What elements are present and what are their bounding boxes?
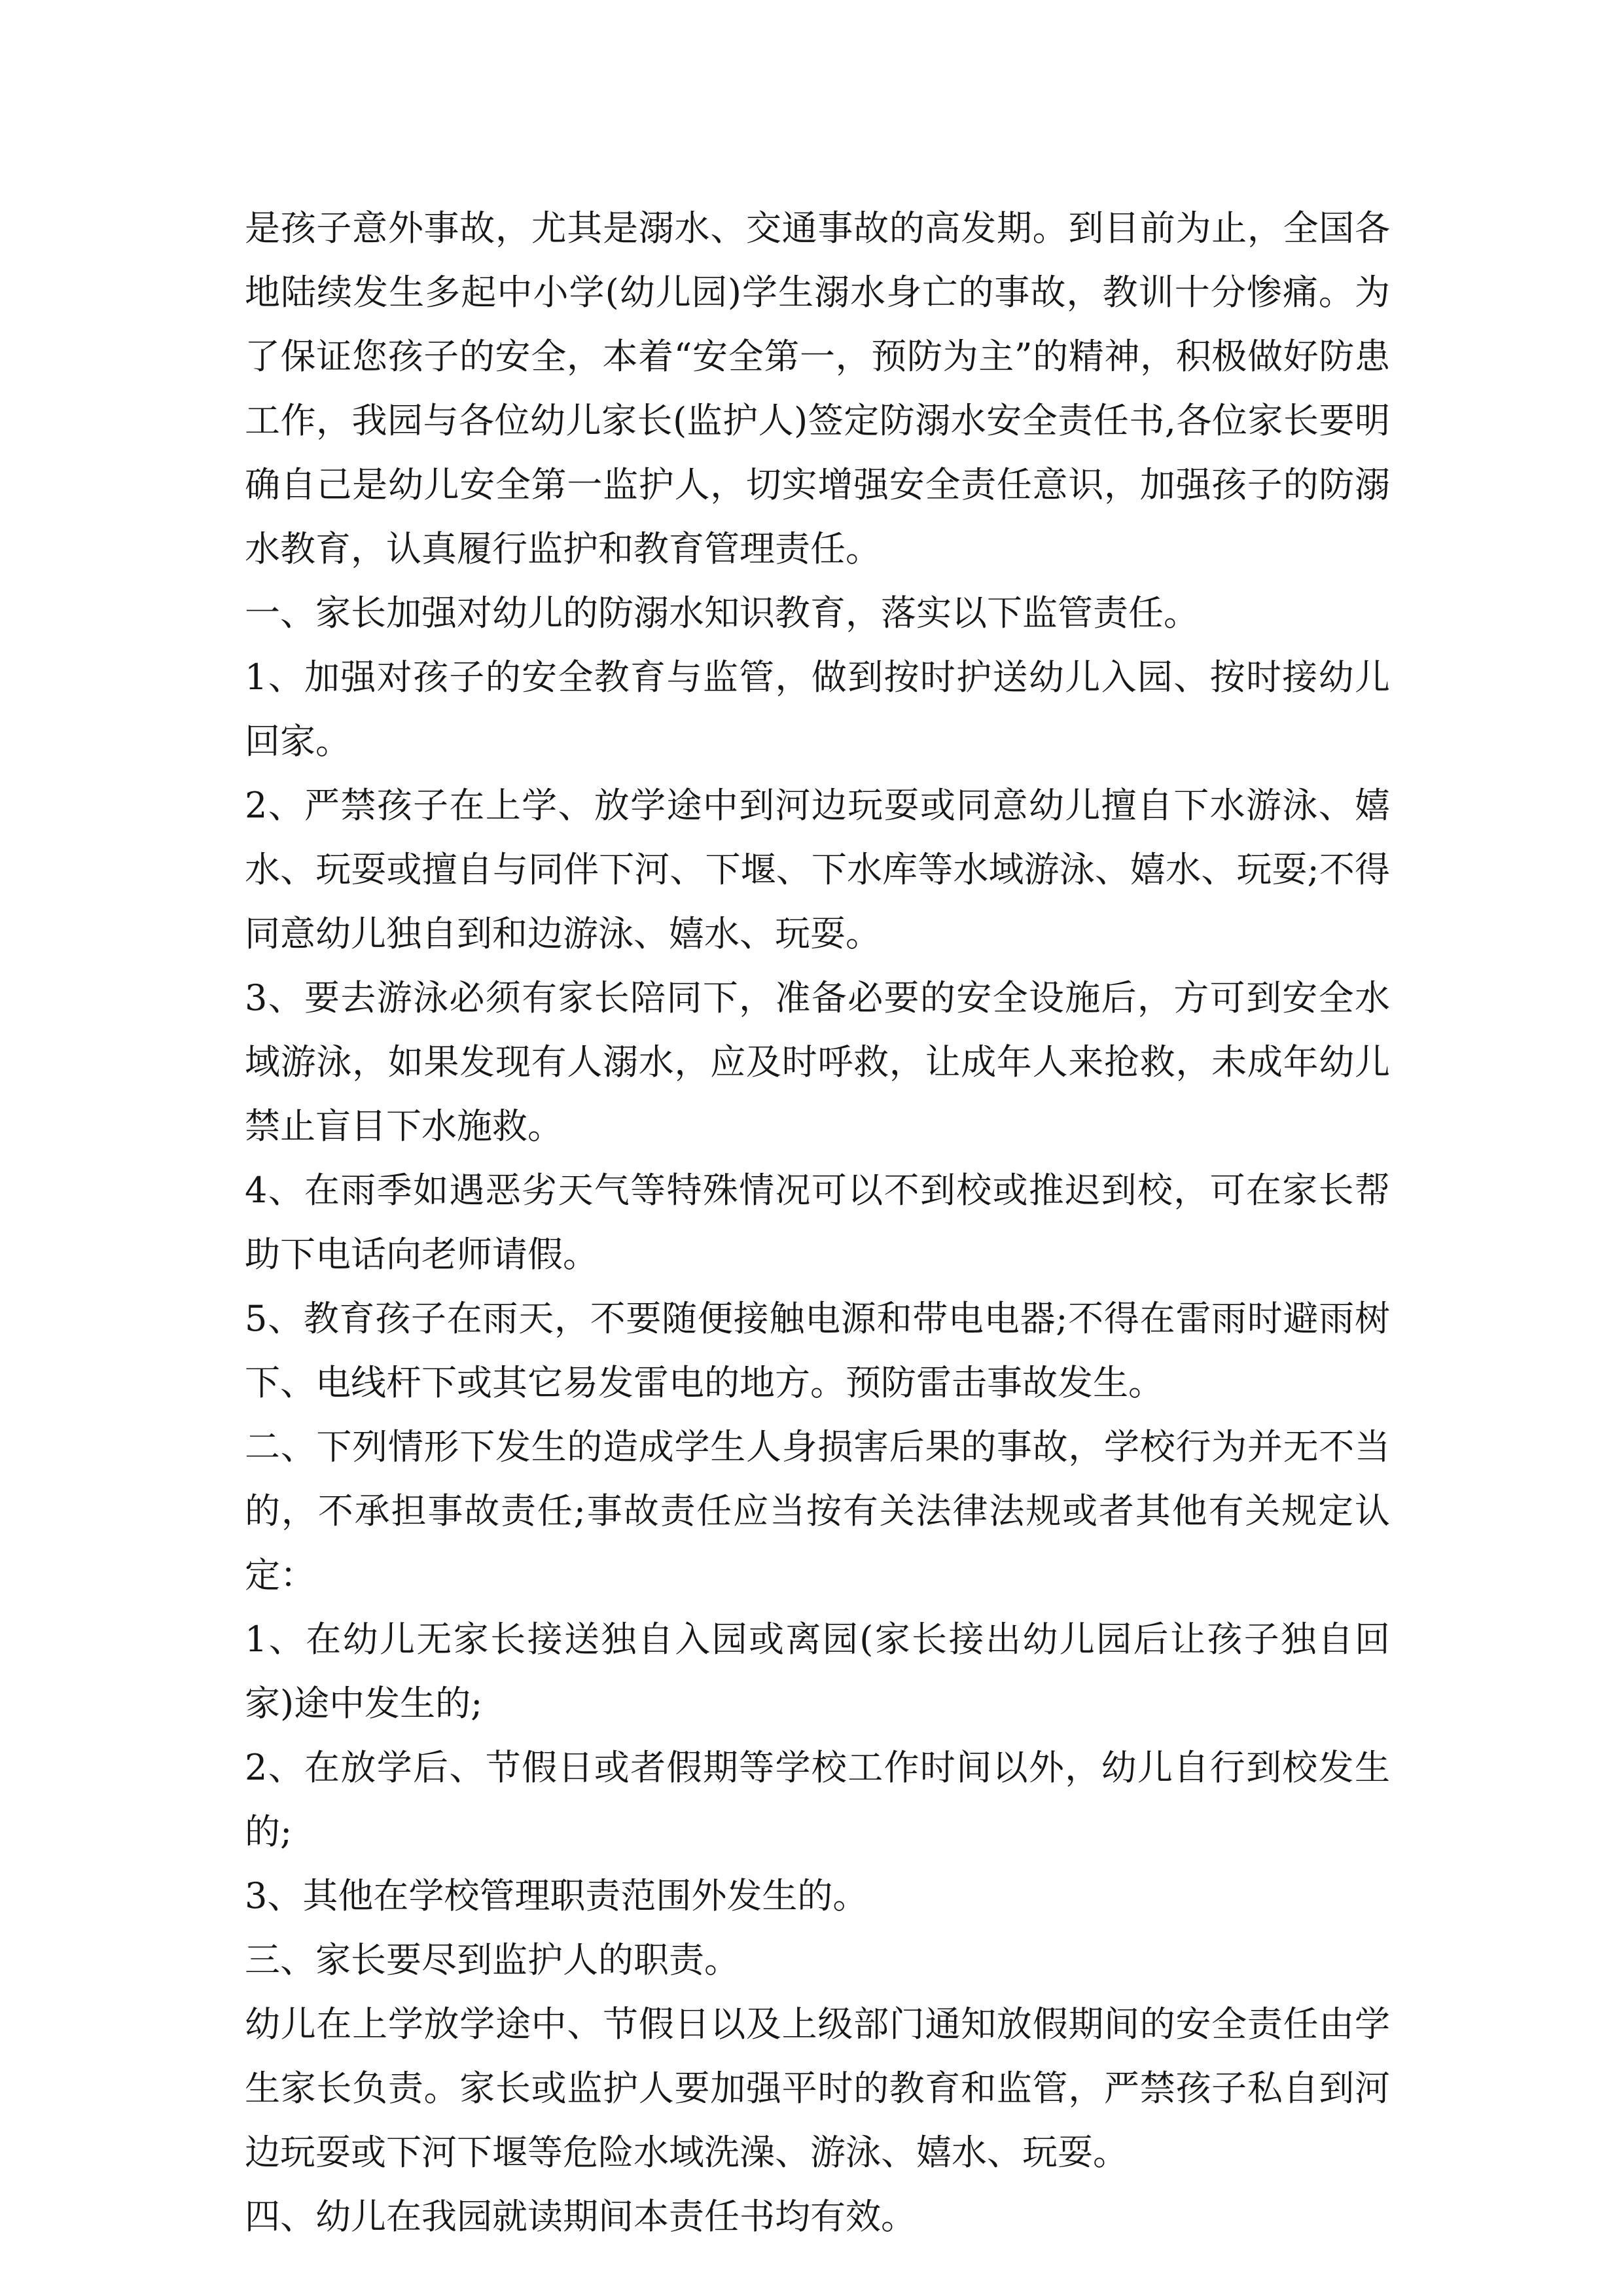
section-heading-2: 二、下列情形下发生的造成学生人身损害后果的事故，学校行为并无不当的，不承担事故责任;事故责任应当按有关法律法规或者其他有关规定认定： bbox=[245, 1426, 1390, 1596]
list-item-2-1: 1、在幼儿无家长接送独自入园或离园(家长接出幼儿园后让孩子独自回家)途中发生的; bbox=[245, 1619, 1390, 1724]
list-item-1-5: 5、教育孩子在雨天，不要随便接触电源和带电电器;不得在雷雨时避雨树下、电线杆下或其它易发雷电的地方。预防雷击事故发生。 bbox=[245, 1298, 1390, 1403]
document-body bbox=[245, 196, 1390, 2249]
section-heading-3: 三、家长要尽到监护人的职责。 bbox=[245, 1939, 740, 1981]
paragraph-intro: 是孩子意外事故，尤其是溺水、交通事故的高发期。到目前为止，全国各地陆续发生多起中小学(幼儿园)学生溺水身亡的事故，教训十分惨痛。为了保证您孩子的安全，本着“安全第一，预防为主”的精神，积极做好防患工作，我园与各位幼儿家长(监护人)签定防溺水安全责任书,各位家长要明确自己是幼儿安全第一监护人，切实增强安全责任意识，加强孩子的防溺水教育，认真履行监护和教育管理责任。 bbox=[245, 207, 1390, 569]
list-item-1-1: 1、加强对孩子的安全教育与监管，做到按时护送幼儿入园、按时接幼儿回家。 bbox=[245, 656, 1390, 762]
list-item-1-3: 3、要去游泳必须有家长陪同下，准备必要的安全设施后，方可到安全水域游泳，如果发现有人溺水，应及时呼救，让成年人来抢救，未成年幼儿禁止盲目下水施救。 bbox=[245, 977, 1390, 1147]
list-item-1-4: 4、在雨季如遇恶劣天气等特殊情况可以不到校或推迟到校，可在家长帮助下电话向老师请假。 bbox=[245, 1170, 1390, 1275]
list-item-2-2: 2、在放学后、节假日或者假期等学校工作时间以外，幼儿自行到校发生的; bbox=[245, 1747, 1390, 1852]
list-item-2-3: 3、其他在学校管理职责范围外发生的。 bbox=[245, 1875, 868, 1916]
paragraph-guardian-duty: 幼儿在上学放学途中、节假日以及上级部门通知放假期间的安全责任由学生家长负责。家长或监护人要加强平时的教育和监管，严禁孩子私自到河边玩耍或下河下堰等危险水域洗澡、游泳、嬉水、玩耍。 bbox=[245, 2003, 1390, 2173]
section-heading-4: 四、幼儿在我园就读期间本责任书均有效。 bbox=[245, 2196, 916, 2237]
section-heading-1: 一、家长加强对幼儿的防溺水知识教育，落实以下监管责任。 bbox=[245, 592, 1199, 634]
list-item-1-2: 2、严禁孩子在上学、放学途中到河边玩耍或同意幼儿擅自下水游泳、嬉水、玩耍或擅自与同伴下河、下堰、下水库等水域游泳、嬉水、玩耍;不得同意幼儿独自到和边游泳、嬉水、玩耍。 bbox=[245, 785, 1390, 954]
